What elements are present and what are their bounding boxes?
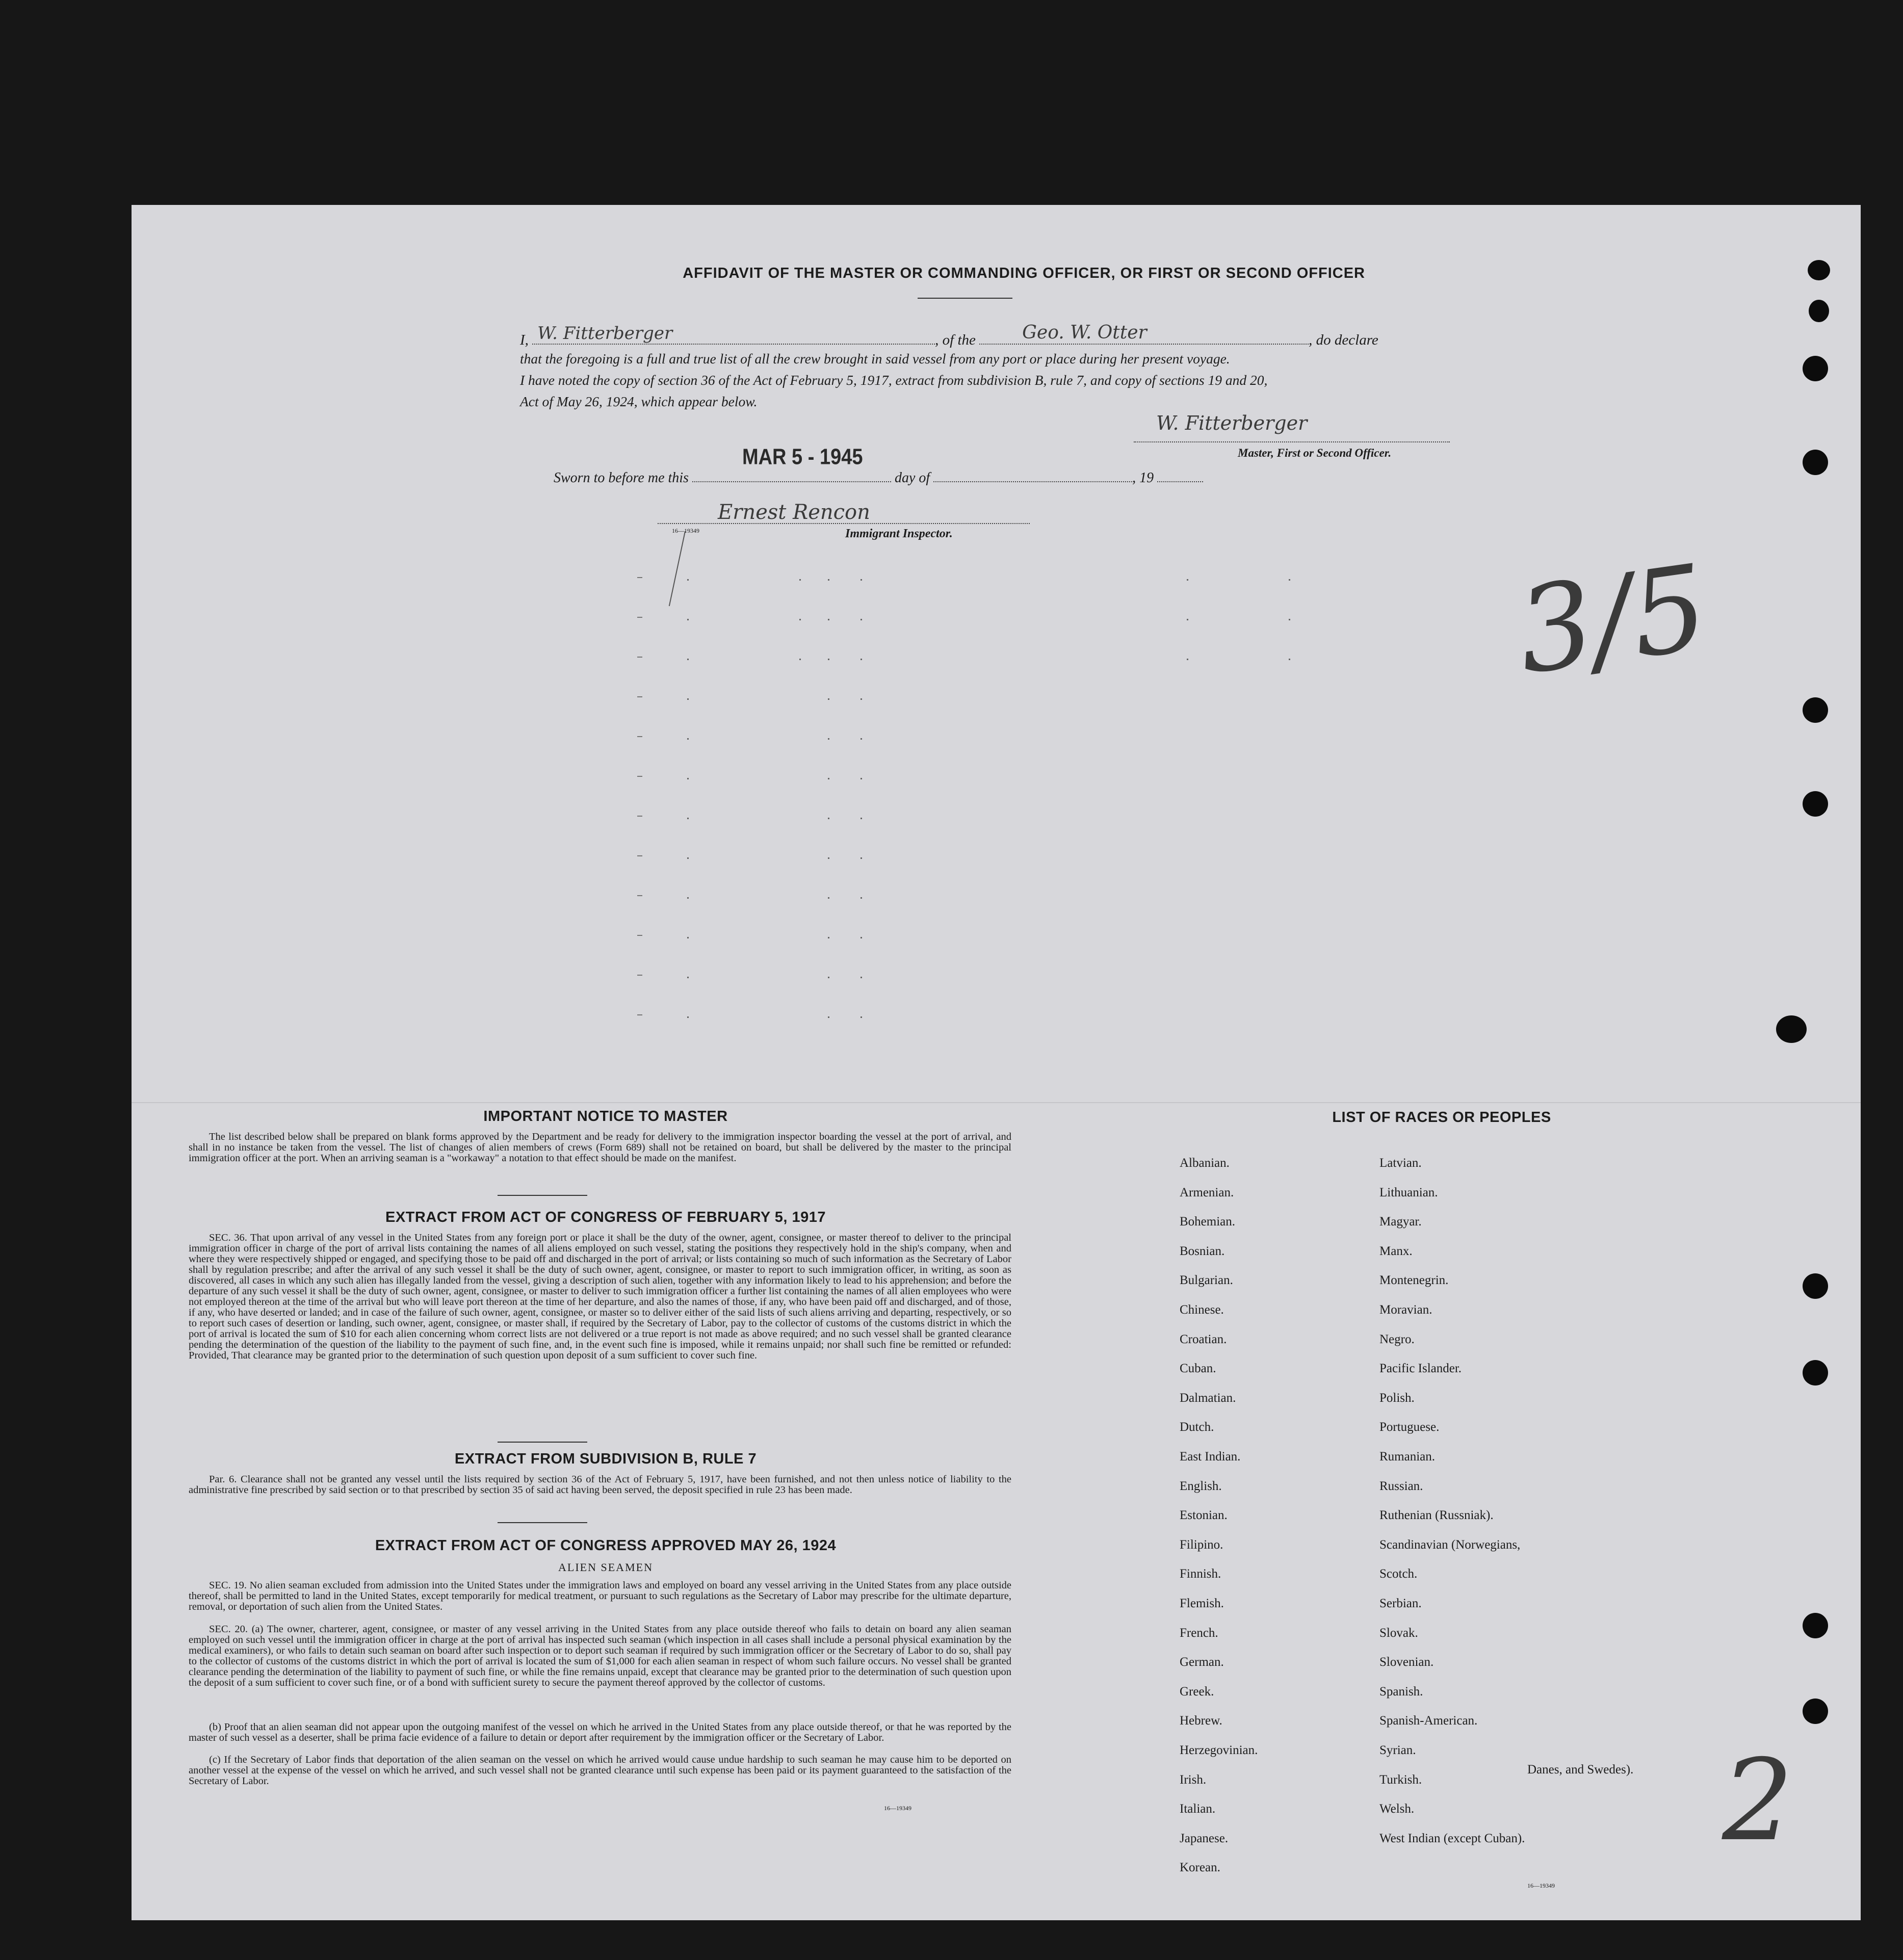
race-item: Cuban.	[1180, 1362, 1216, 1376]
column-dot	[828, 778, 829, 779]
column-dash	[637, 1014, 642, 1015]
race-item: Dutch.	[1180, 1420, 1214, 1434]
race-item: Portuguese.	[1379, 1420, 1440, 1434]
race-item: West Indian (except Cuban).	[1379, 1831, 1525, 1845]
column-dot	[828, 738, 829, 740]
race-item: Chinese.	[1180, 1303, 1224, 1317]
column-dot	[861, 738, 862, 740]
handwritten-fraction: 3/5	[1509, 539, 1715, 701]
affidavit-line3: I have noted the copy of section 36 of the Act of February 5, 1917, extract from subdivision B, rule 7, and copy of sections 19 and 20,	[520, 372, 1268, 388]
column-dot	[828, 1016, 829, 1018]
race-item: Irish.	[1180, 1772, 1207, 1787]
column-dot	[828, 897, 829, 899]
column-dot	[1289, 659, 1290, 660]
signature-line	[1134, 441, 1450, 442]
race-item: Estonian.	[1180, 1508, 1228, 1523]
race-item: Herzegovinian.	[1180, 1743, 1258, 1757]
column-dot	[861, 857, 862, 859]
handwritten-vessel-name: Geo. W. Otter	[1022, 322, 1147, 343]
column-dash	[637, 895, 642, 896]
master-signature: W. Fitterberger	[1156, 412, 1308, 434]
race-item: Scandinavian (Norwegians,	[1379, 1537, 1521, 1552]
column-dash	[637, 736, 642, 737]
race-item: Moravian.	[1379, 1303, 1432, 1317]
punch-hole	[1803, 1613, 1828, 1638]
race-item: German.	[1180, 1655, 1224, 1669]
punch-hole	[1803, 697, 1828, 723]
race-item: Latvian.	[1379, 1156, 1422, 1170]
race-item: Finnish.	[1180, 1567, 1221, 1581]
label-of-the: , of the	[935, 332, 976, 348]
handwritten-page-number: 2	[1722, 1735, 1793, 1866]
race-item: Armenian.	[1180, 1185, 1234, 1199]
race-item: Polish.	[1379, 1391, 1415, 1405]
race-item: Filipino.	[1180, 1537, 1223, 1552]
column-dot	[861, 977, 862, 978]
race-item: East Indian.	[1180, 1450, 1241, 1464]
column-dot	[799, 579, 801, 581]
punch-hole	[1803, 1360, 1828, 1386]
column-dash	[637, 816, 642, 817]
column-dot	[828, 619, 829, 620]
race-item: Rumanian.	[1379, 1450, 1436, 1464]
column-dot	[861, 818, 862, 819]
column-dot	[799, 659, 801, 660]
column-dash	[637, 657, 642, 658]
race-item: Ruthenian (Russniak).	[1379, 1508, 1494, 1523]
column-dot	[828, 698, 829, 700]
punch-hole	[1776, 1015, 1807, 1043]
column-dot	[861, 897, 862, 899]
column-dot	[687, 937, 689, 938]
label-do-declare: , do declare	[1309, 332, 1378, 348]
fold-line	[132, 1102, 1861, 1103]
race-item: Welsh.	[1379, 1802, 1415, 1816]
column-dot	[687, 977, 689, 978]
race-item: Scotch.	[1379, 1567, 1418, 1581]
extract-1924-sec20a: SEC. 20. (a) The owner, charterer, agent, consignee, or master of any vessel arriving in the United States from any place outside thereof who fails to detain on board any alien seaman employed on such vessel until the immigration officer in charge at the port of arrival has inspected such seaman (which inspection in all cases shall include a personal physical examination by the medical examiners), or who fails to detain such seaman on board after such inspection or to deport such seaman if required by such immigration officer or the Secretary of Labor to do so, shall pay to the collector of customs of the customs district in which the port of arrival is located the sum of $1,000 for each alien seaman in respect of whom such failure occurs. No vessel shall be granted clearance pending the determination of the liability to payment of such fine, or while the fine remains unpaid, except that clearance may be granted prior to the determination of such question upon the deposit of a sum sufficient to cover such fine, or of a bond with sufficient surety to secure the payment thereof approved by the collector of customs.	[189, 1624, 1011, 1688]
race-item: Dalmatian.	[1180, 1391, 1236, 1405]
race-item: Manx.	[1379, 1244, 1413, 1258]
punch-hole	[1809, 300, 1829, 322]
column-dot	[687, 857, 689, 859]
affidavit-line1	[520, 322, 1378, 349]
race-item: French.	[1180, 1626, 1218, 1640]
column-dash	[637, 935, 642, 936]
punch-hole	[1803, 1698, 1828, 1724]
column-dot	[861, 937, 862, 938]
title-rule	[918, 298, 1012, 299]
race-item: Slovenian.	[1379, 1655, 1434, 1669]
sworn-line	[554, 445, 1203, 486]
race-item: Albanian.	[1180, 1156, 1230, 1170]
vessel-name-field[interactable]	[979, 322, 1309, 345]
races-title: LIST OF RACES OR PEOPLES	[1332, 1109, 1551, 1126]
extract-rule7-text: Par. 6. Clearance shall not be granted any vessel until the lists required by section 36 of the Act of February 5, 1917, have been furnished, and not then unless notice of liability to the administrative fine prescribed by said section or to that prescribed by section 35 of said act having been served, the deposit specified in rule 23 has been made.	[189, 1474, 1011, 1496]
column-dot	[687, 897, 689, 899]
inspector-signature: Ernest Rencon	[718, 501, 870, 524]
race-item: Spanish.	[1379, 1684, 1423, 1698]
punch-hole	[1803, 1273, 1828, 1299]
notice-title: IMPORTANT NOTICE TO MASTER	[483, 1108, 728, 1125]
race-item: English.	[1180, 1479, 1222, 1493]
race-item: Bosnian.	[1180, 1244, 1225, 1258]
sworn-day-label: day of	[894, 470, 930, 486]
race-item: Italian.	[1180, 1802, 1216, 1816]
column-dot	[861, 698, 862, 700]
race-item: Pacific Islander.	[1379, 1362, 1462, 1376]
form-page	[132, 205, 1861, 1920]
race-item: Croatian.	[1180, 1332, 1227, 1346]
column-dot	[861, 778, 862, 779]
column-dash	[637, 577, 642, 578]
column-dot	[861, 579, 862, 581]
race-item: Syrian.	[1379, 1743, 1416, 1757]
race-item: Montenegrin.	[1379, 1273, 1449, 1288]
sworn-month-field[interactable]	[933, 469, 1132, 482]
extract-1924-title: EXTRACT FROM ACT OF CONGRESS APPROVED MAY 26, 1924	[375, 1537, 837, 1554]
column-dash	[637, 696, 642, 697]
column-dash	[637, 617, 642, 618]
race-item: Magyar.	[1379, 1215, 1422, 1229]
punch-hole	[1803, 791, 1828, 817]
affidavit-line2: that the foregoing is a full and true list of all the crew brought in said vessel from any port or place during her present voyage.	[520, 351, 1230, 367]
race-item: Russian.	[1379, 1479, 1423, 1493]
inspector-caption: Immigrant Inspector.	[845, 527, 953, 540]
master-name-field[interactable]	[532, 323, 935, 345]
column-dash	[637, 855, 642, 856]
sworn-prefix: Sworn to before me this	[554, 470, 689, 486]
column-dot	[861, 1016, 862, 1018]
column-dot	[687, 818, 689, 819]
column-dot	[687, 738, 689, 740]
signature-caption: Master, First or Second Officer.	[1238, 447, 1392, 459]
extract-rule7-title: EXTRACT FROM SUBDIVISION B, RULE 7	[454, 1451, 757, 1467]
race-item: Hebrew.	[1180, 1714, 1222, 1728]
affidavit-title: AFFIDAVIT OF THE MASTER OR COMMANDING OFFICER, OR FIRST OR SECOND OFFICER	[683, 265, 1365, 281]
extract-1924-sec20c: (c) If the Secretary of Labor finds that deportation of the alien seaman on the vessel on which he arrived would cause undue hardship to such seaman he may cause him to be deported on another vessel at the expense of the vessel on which he arrived, and such vessel shall not be granted clearance until such expense has been paid or its payment guaranteed to the satisfaction of the Secretary of Labor.	[189, 1754, 1011, 1787]
date-stamp: MAR 5 - 1945	[742, 445, 863, 470]
label-i: I,	[520, 332, 529, 348]
rule-1	[498, 1195, 587, 1196]
inspector-flourish	[669, 531, 725, 615]
punch-hole	[1803, 356, 1828, 381]
column-dot	[828, 818, 829, 819]
race-item: Negro.	[1379, 1332, 1415, 1346]
handwritten-master-name: W. Fitterberger	[537, 323, 673, 344]
column-dot	[687, 698, 689, 700]
sworn-year-label: , 19	[1132, 470, 1154, 486]
sworn-date-field[interactable]	[692, 445, 891, 482]
races-form-number: 16—19349	[1527, 1882, 1555, 1889]
race-item: Lithuanian.	[1379, 1185, 1438, 1199]
column-dot	[1289, 619, 1290, 620]
column-dot	[861, 619, 862, 620]
rule-3	[498, 1522, 587, 1523]
extract-1924-sec20b: (b) Proof that an alien seaman did not appear upon the outgoing manifest of the vessel on which he arrived in the United States from any place outside thereof, or that he was reported by the master of such vessel as a deserter, shall be prima facie evidence of a failure to detain or deport after requirement by the immigration officer or the Secretary of Labor.	[189, 1721, 1011, 1743]
column-dot	[1289, 579, 1290, 581]
race-item: Flemish.	[1180, 1597, 1224, 1610]
column-dash	[637, 975, 642, 976]
column-dot	[1187, 619, 1188, 620]
column-dot	[828, 937, 829, 938]
notice-text: The list described below shall be prepared on blank forms approved by the Department and be ready for delivery to the immigration inspector boarding the vessel at the port of arrival, and shall in no instance be taken from the vessel. The list of changes of alien members of crews (Form 689) shall not be retained on board, but shall be delivered by the master to the principal immigration officer at the port. When an arriving seaman is a "workaway" a notation to that effect should be made on the manifest.	[189, 1131, 1011, 1164]
race-item: Bohemian.	[1180, 1215, 1236, 1229]
column-dot	[828, 579, 829, 581]
punch-hole	[1808, 260, 1830, 280]
affidavit-form-number: 16—19349	[672, 527, 699, 534]
sworn-year-field[interactable]	[1157, 469, 1203, 482]
extract-1917-text: SEC. 36. That upon arrival of any vessel in the United States from any foreign port or place it shall be the duty of the owner, agent, consignee, or master thereof to deliver to the principal immigration officer in charge of the port of arrival lists containing the names of all aliens employed on such vessel, stating the positions they respectively hold in the ship's company, when and where they were respectively shipped or engaged, and specifying those to be paid off and discharged in the port of arrival; or lists containing so much of such information as the Secretary of Labor shall by regulation prescribe; and after the arrival of any such vessel it shall be the duty of such owner, agent, consignee, or master to report to such immigration officer, in writing, as soon as discovered, all cases in which any such alien has illegally landed from the vessel, giving a description of such alien, together with any information likely to lead to his apprehension; and before the departure of any such vessel it shall be the duty of such owner, agent, consignee, or master to deliver to such immigration officer a further list containing the names of all alien employees who were not employed thereon at the time of the arrival but who will leave port thereon at the time of her departure, and also the names of those, if any, who have been paid off and discharged, and of those, if any, who have deserted or landed; and in case of the failure of such owner, agent, consignee, or master so to deliver either of the said lists of such aliens arriving and departing, respectively, or so to report such cases of desertion or landing, such owner, agent, consignee, or master shall, if required by the Secretary of Labor, pay to the collector of customs of the customs district in which the port of arrival is located the sum of $10 for each alien concerning whom correct lists are not delivered or a true report is not made as above required; and no such vessel shall be granted clearance pending the determination of the question of the liability to the payment of such fine, and, in the event such fine is imposed, while it remains unpaid; nor shall such fine be remitted or refunded: Provided, That clearance may be granted prior to the determination of such question upon deposit of a sum sufficient to cover such fine.	[189, 1232, 1011, 1361]
extract-form-number: 16—19349	[884, 1805, 911, 1812]
column-dot	[828, 857, 829, 859]
column-dash	[637, 776, 642, 777]
race-item: Serbian.	[1379, 1597, 1422, 1610]
column-dot	[687, 579, 689, 581]
race-item: Slovak.	[1379, 1626, 1418, 1640]
extract-1917-title: EXTRACT FROM ACT OF CONGRESS OF FEBRUARY 5, 1917	[385, 1209, 826, 1225]
column-dot	[828, 977, 829, 978]
race-item: Bulgarian.	[1180, 1273, 1233, 1288]
race-scandinavian-cont: Danes, and Swedes).	[1527, 1763, 1634, 1776]
affidavit-line4: Act of May 26, 1924, which appear below.	[520, 394, 758, 409]
column-dot	[687, 659, 689, 660]
extract-1924-sec19: SEC. 19. No alien seaman excluded from admission into the United States under the immigration laws and employed on board any vessel arriving in the United States from any place outside thereof, shall be permitted to land in the United States, except temporarily for medical treatment, or pursuant to such regulations as the Secretary of Labor may prescribe for the ultimate departure, removal, or deportation of such alien from the United States.	[189, 1580, 1011, 1612]
race-item: Japanese.	[1180, 1831, 1229, 1845]
column-dot	[1187, 579, 1188, 581]
column-dot	[687, 619, 689, 620]
race-item: Greek.	[1180, 1684, 1214, 1698]
punch-hole	[1803, 450, 1828, 475]
column-dot	[828, 659, 829, 660]
column-dot	[1187, 659, 1188, 660]
column-dot	[861, 659, 862, 660]
race-item: Korean.	[1180, 1861, 1220, 1875]
column-dot	[687, 778, 689, 779]
column-dot	[687, 1016, 689, 1018]
race-item: Spanish-American.	[1379, 1714, 1478, 1728]
race-item: Turkish.	[1379, 1772, 1422, 1787]
rule-2	[498, 1442, 587, 1443]
column-dot	[799, 619, 801, 620]
extract-1924-subtitle: ALIEN SEAMEN	[558, 1561, 653, 1574]
